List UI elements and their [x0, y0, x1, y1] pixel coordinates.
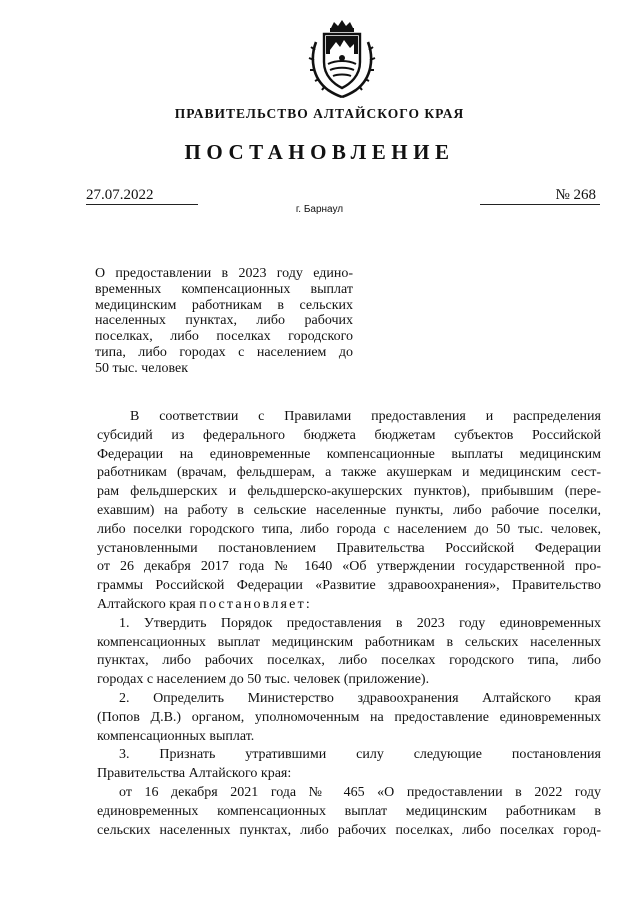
document-type-title: ПОСТАНОВЛЕНИЕ: [184, 140, 455, 164]
item-3-line: 3. Признать утратившими силу следующие постановления: [119, 747, 601, 763]
item-3a-line: сельских населенных пунктах, либо рабочих поселках, либо поселках город-: [97, 822, 601, 838]
preamble-end: Алтайского края: [97, 596, 196, 612]
subject-line: медицинским работникам в сельских: [95, 297, 353, 313]
subject-line: временных компенсационных выплат: [95, 281, 353, 297]
body-line: либо поселки городского типа, либо города с населением до 50 тыс. человек,: [97, 521, 601, 537]
subject-line: поселках, либо поселках городского: [95, 329, 353, 345]
body-line: рам фельдшерских и фельдшерско-акушерских пунктов), прибывшим (пере-: [97, 484, 601, 500]
item-1-line: 1. Утвердить Порядок предоставления в 2023 году единовременных: [119, 615, 601, 631]
body-line: установленными постановлением Правительства Российской Федерации: [97, 540, 601, 556]
subject-line: 50 тыс. человек: [95, 360, 189, 376]
body-line: Федерации на единовременные компенсационные выплаты медицинским: [97, 446, 601, 462]
item-3a-line: единовременных компенсационных выплат медицинским работникам в: [97, 803, 601, 819]
document-date: 27.07.2022: [86, 186, 198, 205]
body-line: В соответствии с Правилами предоставления и распределения: [130, 409, 601, 424]
item-2-line: (Попов Д.В.) органом, уполномоченным на предоставление единовременных: [97, 709, 601, 725]
item-3a-line: от 16 декабря 2021 года № 465 «О предоставлении в 2022 году: [119, 784, 601, 800]
coat-of-arms-icon: [306, 20, 378, 98]
item-3-line: Правительства Алтайского края:: [97, 766, 292, 782]
decree-word: постановляет:: [199, 596, 312, 612]
document-subject: [95, 266, 353, 377]
document-city: г. Барнаул: [295, 204, 344, 215]
item-1-line: городах с населением до 50 тыс. человек (приложение).: [97, 672, 430, 688]
body-line: ехавшим) на работу в сельские населенные пункты, либо рабочие поселки,: [97, 502, 601, 518]
subject-line: типа, либо городах с населением до: [95, 344, 353, 360]
body-line: субсидий из федерального бюджета бюджетам субъектов Российской: [97, 427, 601, 443]
document-number: № 268: [480, 186, 600, 205]
body-line-decree: [97, 596, 601, 615]
government-name: ПРАВИТЕЛЬСТВО АЛТАЙСКОГО КРАЯ: [174, 106, 465, 121]
item-1-line: компенсационных выплат медицинским работникам в сельских населенных: [97, 634, 601, 650]
body-line: граммы Российской Федерации «Развитие здравоохранения», Правительство: [97, 578, 601, 594]
body-line: работникам (врачам, фельдшерам, а также акушеркам и медицинским сест-: [97, 465, 601, 481]
subject-line: населенных пунктах, либо рабочих: [95, 313, 353, 329]
subject-line: О предоставлении в 2023 году едино-: [95, 266, 353, 281]
item-2-line: компенсационных выплат.: [97, 728, 255, 744]
document-body: [97, 408, 601, 840]
item-2-line: 2. Определить Министерство здравоохранения Алтайского края: [119, 690, 601, 706]
body-line: от 26 декабря 2017 года № 1640 «Об утверждении государственной про-: [97, 559, 601, 575]
item-1-line: пунктах, либо рабочих поселках, либо поселках городского типа, либо: [97, 653, 601, 669]
